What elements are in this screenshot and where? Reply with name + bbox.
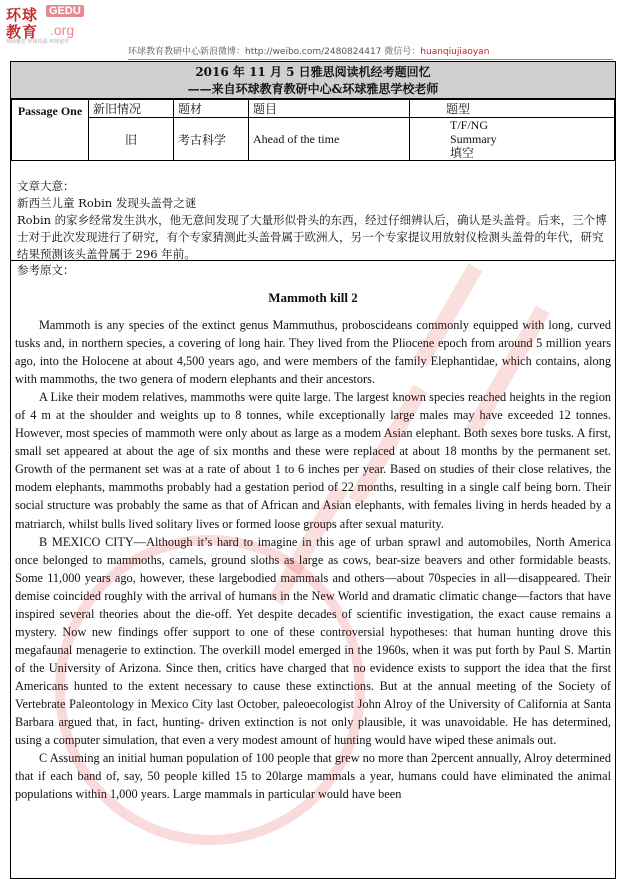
status-value: 旧 bbox=[89, 118, 174, 161]
logo-gedu: GEDU bbox=[46, 5, 84, 17]
type-value bbox=[410, 118, 615, 161]
article-summary bbox=[11, 175, 615, 261]
logo-tagline: 环球雅思 环球托福 环球留学 bbox=[6, 39, 70, 45]
reference-label: 参考原文： bbox=[17, 263, 75, 277]
paragraph-c: C Assuming an initial human population of 100 people that grew no more than 2percent annually, Alroy determined that if each band of, say, 50 people killed 15 to 20large mammals a year, humans could have eliminated the animal populations within 1,000 years. Large mammals in particular would have been bbox=[15, 751, 611, 802]
col-header-topic: 题材 bbox=[174, 100, 249, 118]
type-fill: 填空 bbox=[450, 146, 475, 160]
paragraph-a: A Like their modem relatives, mammoths were quite large. The largest known species reached heights in the region of 4 m at the shoulder and weights up to 8 tonnes, while exceptionally large males may have exceeded 12 tonnes. However, most species of mammoth were only about as large as a modem Asian elephant. Both sexes bore tusks. A first, small set appeared at about the age of six months and these were replaced at about 18 months by the permanent set. Growth of the permanent set was at a rate of about 1 to 6 inches per year. Based on studies of their close relatives, the modem elephants, mammoths probably had a gestation period of 22 months, resulting in a single calf being born. Their social structure was probably the same as that of African and Asian elephants, with females living in herds headed by a matriarch, whilst bulls lived solitary lives or formed loose groups after sexual maturity. bbox=[15, 390, 611, 531]
title-value: Ahead of the time bbox=[249, 118, 410, 161]
header-title: 2016 年 11 月 5 日雅思阅读机经考题回忆 bbox=[195, 65, 431, 79]
topic-value: 考古科学 bbox=[174, 118, 249, 161]
summary-text: Robin 的家乡经常发生洪水，他无意间发现了大量形似骨头的东西，经过仔细辨认后，确认是头盖骨。后来，三个博士对于此次发现进行了研究，有个专家猜测此头盖骨属于欧洲人，另一个专家提议用放射仪检测头盖骨的年代，研究结果预测该头盖骨属于 296 年前。 bbox=[17, 213, 607, 261]
wechat-id[interactable]: huanqiujiaoyan bbox=[420, 47, 490, 57]
gedu-logo bbox=[6, 4, 126, 45]
header-subtitle: ——来自环球教育教研中心&环球雅思学校老师 bbox=[187, 82, 439, 96]
article-title: Mammoth kill 2 bbox=[268, 290, 358, 305]
type-tfng: T/F/NG bbox=[450, 118, 489, 132]
col-header-status: 新旧情况 bbox=[89, 100, 174, 118]
paragraph-b: B MEXICO CITY—Although it’s hard to imagine in this age of urban sprawl and automobiles, North America once belonged to mammoths, camels, ground sloths as large as cows, bear-size beavers and other formidable beasts. Some 11,000 years ago, however, these largebodied mammals and others—about 70species in all—disappeared. Their demise coincided roughly with the arrival of humans in the New World and dramatic climatic change—factors that have inspired several theories about the die-off. Yet despite decades of scientific investigation, the exact cause remains a mystery. Now new findings offer support to one of these controversial hypotheses: that human hunting drove this megafaunal menagerie to extinction. The overkill model emerged in the 1960s, when it was put forth by Paul S. Martin of the University of Arizona. Since then, critics have charged that no evidence exists to support the idea that the first Americans hunted to the extent necessary to cause these extinctions. But at the annual meeting of the Society of Vertebrate Paleontology in Mexico City last October, paleoecologist John Alroy of the University of California at Santa Barbara argued that, in fact, hunting- driven extinction is not only plausible, it was unavoidable. He has determined, using a computer simulation, that even a very modest amount of hunting would have wiped these animals out. bbox=[15, 534, 611, 748]
logo-text-line1: 环球 bbox=[6, 6, 39, 24]
type-summary: Summary bbox=[450, 132, 497, 146]
summary-headline: 新西兰儿童 Robin 发现头盖骨之谜 bbox=[17, 196, 197, 210]
passage-label: Passage One bbox=[12, 100, 89, 161]
weibo-header-line bbox=[128, 44, 613, 60]
info-table bbox=[11, 99, 615, 161]
logo-org: .org bbox=[50, 22, 75, 38]
document-header bbox=[11, 62, 615, 99]
article-body bbox=[15, 316, 611, 803]
paragraph-intro: Mammoth is any species of the extinct genus Mammuthus, proboscideans commonly equipped with long, curved tusks and, in northern species, a covering of long hair. They lived from the Pliocene epoch from around 5 million years ago, into the Holocene at about 4,500 years ago, and were members of the family Elephantidae, which contains, along with mammoths, the two genera of modern elephants and their ancestors. bbox=[15, 318, 611, 387]
col-header-title: 题目 bbox=[249, 100, 410, 118]
logo-text-line2: 教育 bbox=[6, 23, 39, 41]
weibo-text: 环球教育教研中心新浪微博：http://weibo.com/2480824417 微信号： bbox=[128, 47, 421, 57]
document-frame bbox=[10, 61, 616, 879]
col-header-type: 题型 bbox=[410, 100, 615, 118]
summary-label: 文章大意： bbox=[17, 179, 75, 193]
